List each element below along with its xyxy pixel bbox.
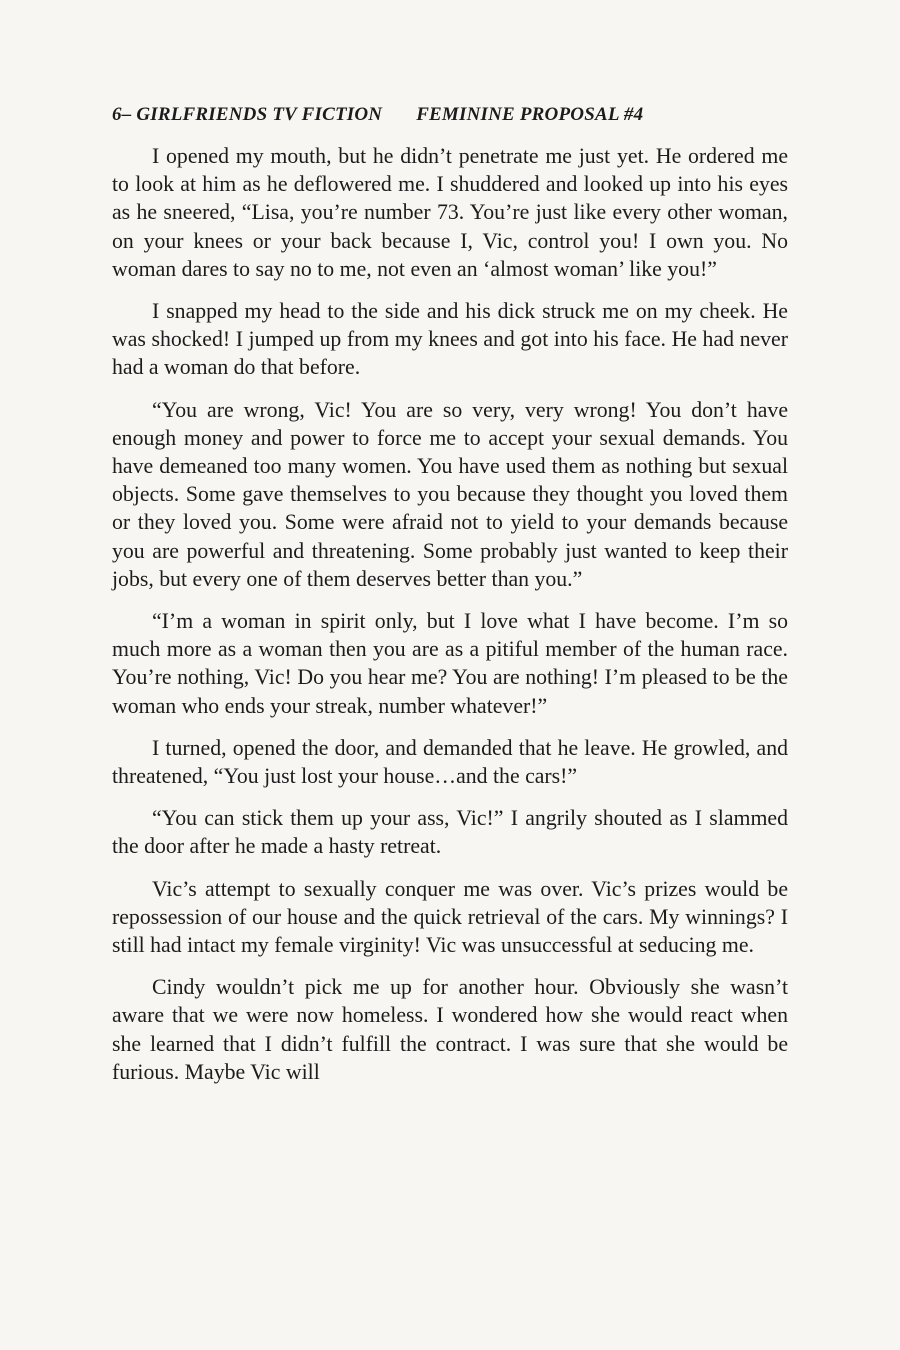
paragraph: Cindy wouldn’t pick me up for another hour. Obviously she wasn’t aware that we were now homeless. I wondered how she would react when she learned that I didn’t fulfill the contract. I was sure that she would be furious. Maybe Vic will	[112, 975, 788, 1084]
paragraph: I opened my mouth, but he didn’t penetrate me just yet. He ordered me to look at him as he deflowered me. I shuddered and looked up into his eyes as he sneered, “Lisa, you’re number 73. You’re just like every other woman, on your knees or your back because I, Vic, control you! I own you. No woman dares to say no to me, not even an ‘almost woman’ like you!”	[112, 144, 788, 281]
paragraph: “You are wrong, Vic! You are so very, very wrong! You don’t have enough money and power to force me to accept your sexual demands. You have demeaned too many women. You have used them as nothing but sexual objects. Some gave themselves to you because they thought you loved them or they loved you. Some were afraid not to yield to your demands because you are powerful and threatening. Some probably just wanted to keep their jobs, but every one of them deserves better than you.”	[112, 397, 788, 591]
header-chapter-title: FEMININE PROPOSAL #4	[416, 104, 644, 125]
paragraph: “You can stick them up your ass, Vic!” I angrily shouted as I slammed the door after he made a hasty retreat.	[112, 806, 788, 859]
running-header	[112, 104, 788, 126]
paragraph: Vic’s attempt to sexually conquer me was over. Vic’s prizes would be repossession of our house and the quick retrieval of the cars. My winnings? I still had intact my female virginity! Vic was unsuccessful at seducing me.	[112, 876, 788, 958]
paragraph: “I’m a woman in spirit only, but I love what I have become. I’m so much more as a woman then you are as a pitiful member of the human race. You’re nothing, Vic! Do you hear me? You are nothing! I’m pleased to be the woman who ends your streak, number whatever!”	[112, 609, 788, 718]
paragraph: I turned, opened the door, and demanded that he leave. He growled, and threatened, “You just lost your house…and the cars!”	[112, 735, 788, 789]
book-page	[112, 104, 788, 1100]
header-page-and-book-title: 6– GIRLFRIENDS TV FICTION	[112, 104, 383, 125]
paragraph: I snapped my head to the side and his dick struck me on my cheek. He was shocked! I jumped up from my knees and got into his face. He had never had a woman do that before.	[112, 299, 788, 380]
